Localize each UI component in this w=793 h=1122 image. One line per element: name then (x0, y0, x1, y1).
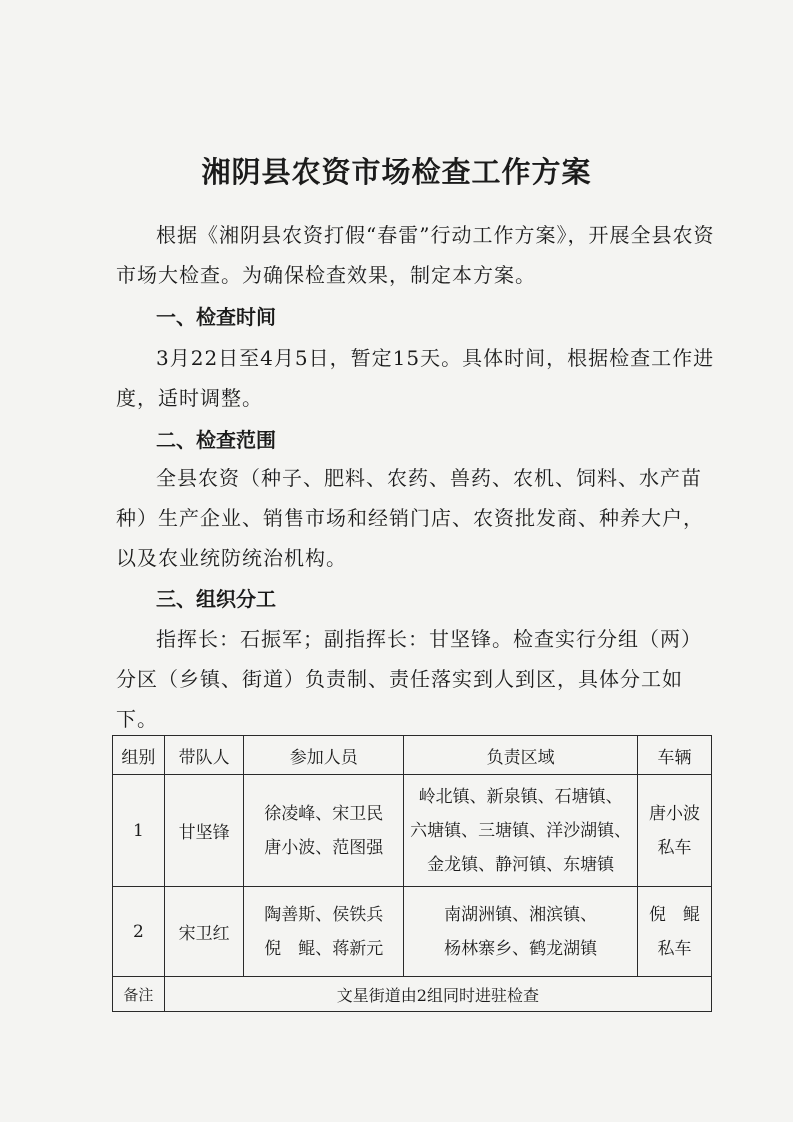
note-label: 备注 (113, 977, 165, 1012)
vehicle-line: 唐小波 (649, 803, 701, 824)
areas-line: 杨林寨乡、鹤龙湖镇 (444, 938, 598, 959)
leader-cell: 甘坚锋 (164, 775, 244, 887)
note-text: 文星街道由2组同时进驻检查 (164, 977, 711, 1012)
section-heading-scope: 二、检查范围 (156, 428, 276, 452)
areas-line: 金龙镇、静河镇、东塘镇 (427, 854, 615, 875)
vehicle-line: 私车 (657, 837, 692, 858)
vehicle-line: 私车 (657, 938, 692, 959)
vehicle-line: 倪 鲲 (649, 904, 701, 925)
members-line: 徐凌峰、宋卫民 (264, 803, 384, 824)
document-title: 湘阴县农资市场检查工作方案 (201, 155, 592, 189)
areas-line: 南湖洲镇、湘滨镇、 (444, 904, 598, 925)
table-row (113, 775, 712, 887)
members-line: 陶善斯、侯铁兵 (264, 904, 384, 925)
areas-line: 岭北镇、新泉镇、石塘镇、 (418, 786, 623, 807)
table-note-row (113, 977, 712, 1012)
members-cell (244, 775, 404, 887)
table-header-row (113, 736, 712, 775)
intro-paragraph: 根据《湘阴县农资打假“春雷”行动工作方案》，开展全县农资市场大检查。为确保检查效果，制定本方案。 (116, 223, 715, 287)
vehicle-cell (638, 775, 712, 887)
header-group: 组别 (113, 736, 165, 775)
members-line: 唐小波、范图强 (264, 837, 384, 858)
section-body-time: 3月22日至4月5日，暂定15天。具体时间，根据检查工作进度，适时调整。 (116, 346, 715, 410)
areas-cell (404, 887, 638, 977)
section-body-division: 指挥长：石振军；副指挥长：甘坚锋。检查实行分组（两）分区（乡镇、街道）负责制、责任落实到人到区，具体分工如下。 (116, 627, 702, 731)
members-cell (244, 887, 404, 977)
section-body-scope: 全县农资（种子、肥料、农药、兽药、农机、饲料、水产苗种）生产企业、销售市场和经销门店、农资批发商、种养大户，以及农业统防统治机构。 (116, 466, 704, 570)
section-heading-division: 三、组织分工 (156, 587, 276, 611)
header-areas: 负责区域 (404, 736, 638, 775)
header-leader: 带队人 (164, 736, 244, 775)
section-heading-time: 一、检查时间 (156, 305, 276, 329)
group-cell: 1 (113, 775, 165, 887)
members-line: 倪 鲲、蒋新元 (264, 938, 384, 959)
table-row (113, 887, 712, 977)
areas-line: 六塘镇、三塘镇、洋沙湖镇、 (410, 820, 632, 841)
areas-cell (404, 775, 638, 887)
header-members: 参加人员 (244, 736, 404, 775)
assignment-table (112, 735, 712, 1012)
vehicle-cell (638, 887, 712, 977)
leader-cell: 宋卫红 (164, 887, 244, 977)
header-vehicle: 车辆 (638, 736, 712, 775)
group-cell: 2 (113, 887, 165, 977)
